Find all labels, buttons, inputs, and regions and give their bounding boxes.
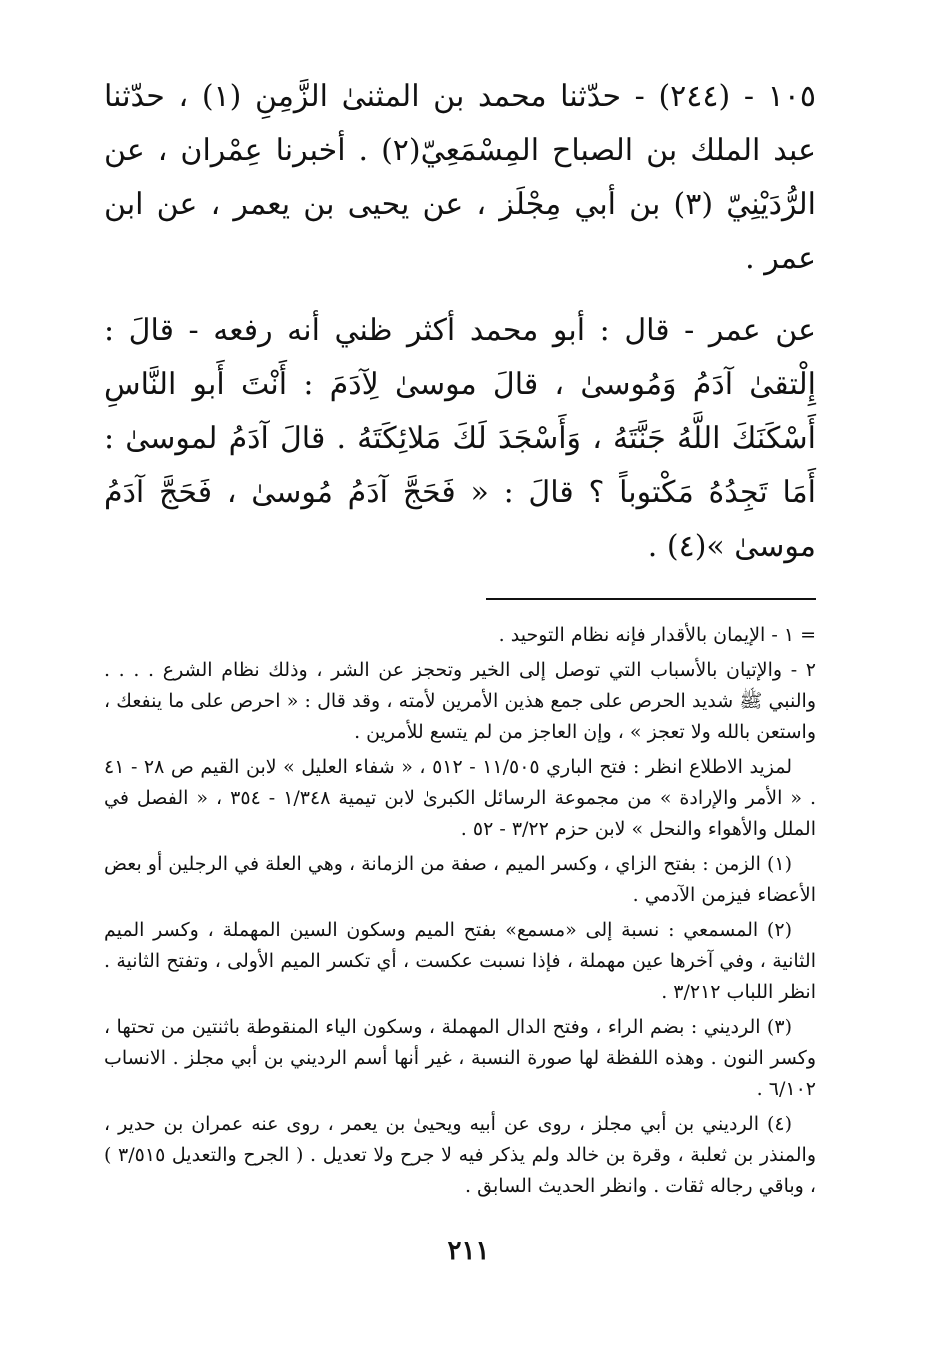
- page-number: ٢١١: [447, 1236, 490, 1266]
- footnote-separator: [486, 598, 816, 600]
- footnote-continuation-2: ٢ - والإتيان بالأسباب التي توصل إلى الخير وتحجز عن الشر ، وذلك نظام الشرع . . . . والنبي ﷺ شديد الحرص على جمع هذين الأمرين لأمته ، وقد قال : « احرص على ما ينفعك ، واستعن بالله ولا تعجز » ، وإن العاجز من لم يتسع للأمرين .: [104, 659, 816, 743]
- hadith-isnad: ١٠٥ - (٢٤٤) - حدّثنا محمد بن المثنىٰ الزَّمِنِ (١) ، حدّثنا عبد الملك بن الصباح المِسْمَعِيّ(٢) . أخبرنا عِمْران ، عن الرُّدَيْنِيّ (٣) بن أبي مِجْلَز ، عن يحيى بن يعمر ، عن ابن عمر .: [104, 79, 816, 276]
- footnote-3: (٣) الرديني : بضم الراء ، وفتح الدال المهملة ، وسكون الياء المنقوطة باثنتين من تحتها ، وكسر النون . وهذه اللفظة لها صورة النسبة ، غير أنها أسم الرديني بن أبي مجلز . الانساب ٦/١٠٢ .: [104, 1016, 816, 1100]
- footnotes: [104, 620, 816, 1202]
- footnote-continuation-1: = ١ - الإيمان بالأقدار فإنه نظام التوحيد .: [498, 624, 816, 646]
- footnote-2: (٢) المسمعي : نسبة إلى «مسمع» بفتح الميم وسكون السين المهملة ، وكسر الميم الثانية ، وفي آخرها عين مهملة ، فإذا نسبت عكست ، أي تكسر الميم الأولى ، وتفتح الثانية . انظر اللباب ٣/٢١٢ .: [104, 919, 816, 1003]
- hadith-text: [104, 70, 816, 574]
- page-body: [104, 70, 816, 1206]
- footnote-continuation-3: لمزيد الاطلاع انظر : فتح الباري ١١/٥٠٥ - ٥١٢ ، « شفاء العليل » لابن القيم ص ٢٨ - ٤١ . « الأمر والإرادة » من مجموعة الرسائل الكبرىٰ لابن تيمية ١/٣٤٨ - ٣٥٤ ، « الفصل في الملل والأهواء والنحل » لابن حزم ٣/٢٢ - ٥٢ .: [104, 756, 816, 840]
- hadith-matn: عن عمر - قال : أبو محمد أكثر ظني أنه رفعه - قالَ : إِلْتقىٰ آدَمُ وَمُوسىٰ ، قالَ موسىٰ لِآدَمَ : أَنْتَ أَبو النَّاسِ أَسْكَنَكَ اللَّهُ جَنَّتَهُ ، وَأَسْجَدَ لَكَ مَلائِكَتَهُ . قالَ آدَمُ لموسىٰ : أَمَا تَجِدُهُ مَكْتوباً ؟ قالَ : « فَحَجَّ آدَمُ مُوسىٰ ، فَحَجَّ آدَمُ موسىٰ »(٤) .: [104, 313, 816, 564]
- footnote-4: (٤) الرديني بن أبي مجلز ، روى عن أبيه ويحيىٰ بن يعمر ، روى عنه عمران بن حدير ، والمنذر بن ثعلبة ، وقرة بن خالد ولم يذكر فيه لا جرح ولا تعديل . ( الجرح والتعديل ٣/٥١٥ ) ، وباقي رجاله ثقات . وانظر الحديث السابق .: [104, 1113, 817, 1197]
- footnote-1: (١) الزمن : بفتح الزاي ، وكسر الميم ، صفة من الزمانة ، وهي العلة في الرجلين أو بعض الأعضاء فيزمن الآدمي .: [104, 853, 816, 906]
